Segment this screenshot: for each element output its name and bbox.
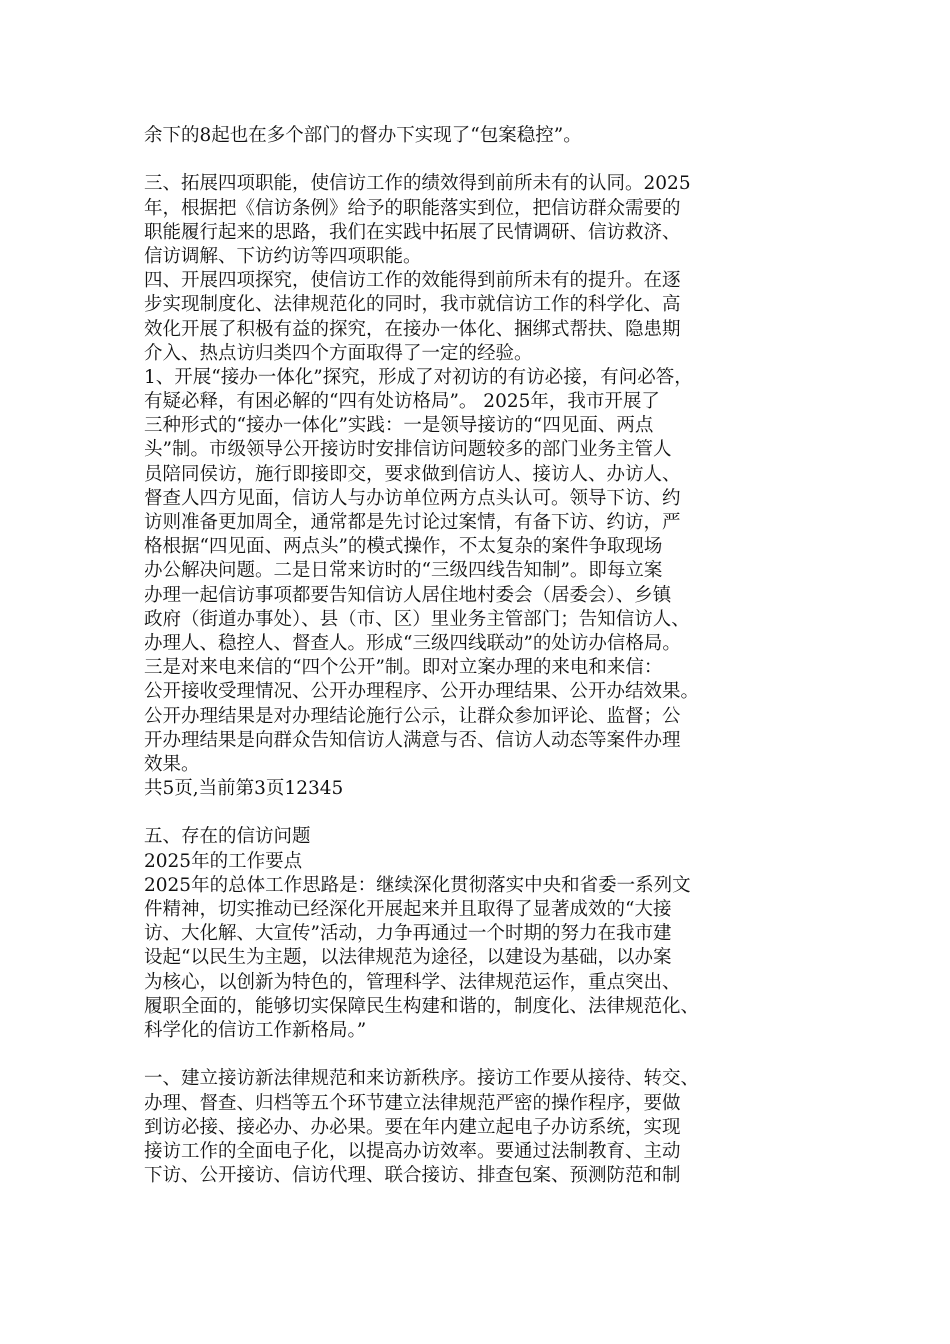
text-line: 办理、督查、归档等五个环节建立法律规范严密的操作程序，要做 xyxy=(144,1092,681,1114)
text-line: 职能履行起来的思路，我们在实践中拓展了民情调研、信访救济、 xyxy=(144,221,681,243)
text-line: 科学化的信访工作新格局。” xyxy=(144,1019,367,1041)
document-page xyxy=(144,124,816,1188)
paragraph xyxy=(144,269,816,366)
text-line: 件精神，切实推动已经深化开展起来并且取得了显著成效的“大接 xyxy=(144,899,672,920)
text-line: 效化开展了积极有益的探究，在接办一体化、捆绑式帮扶、隐患期 xyxy=(144,318,681,340)
text-line: 员陪同侯访，施行即接即交，要求做到信访人、接访人、办访人、 xyxy=(144,463,681,485)
text-line: 2025年的总体工作思路是：继续深化贯彻落实中央和省委一系列文 xyxy=(144,874,691,896)
blank-line xyxy=(144,148,816,172)
text-line: 1、开展“接办一体化”探究，形成了对初访的有访必接，有问必答， xyxy=(144,366,693,388)
text-line: 为核心，以创新为特色的，管理科学、法律规范运作，重点突出、 xyxy=(144,971,681,993)
text-line: 余下的8起也在多个部门的督办下实现了“包案稳控”。 xyxy=(144,125,582,146)
text-line: 信访调解、下访约访等四项职能。 xyxy=(144,245,422,267)
paragraph xyxy=(144,777,816,801)
text-line: 三是对来电来信的“四个公开”制。即对立案办理的来电和来信： xyxy=(144,657,663,679)
text-line: 督查人四方见面，信访人与办访单位两方点头认可。领导下访、约 xyxy=(144,487,681,509)
text-line: 设起“以民生为主题，以法律规范为途径，以建设为基础，以办案 xyxy=(144,947,672,969)
text-line: 年，根据把《信访条例》给予的职能落实到位，把信访群众需要的 xyxy=(144,197,681,219)
text-line: 头”制。市级领导公开接访时安排信访问题较多的部门业务主管人 xyxy=(144,439,672,461)
text-line: 办理一起信访事项都要告知信访人居住地村委会（居委会）、乡镇 xyxy=(144,584,672,606)
text-line: 下访、公开接访、信访代理、联合接访、排查包案、预测防范和制 xyxy=(144,1165,681,1187)
text-line: 格根据“四见面、两点头”的模式操作，不太复杂的案件争取现场 xyxy=(144,536,663,558)
blank-line xyxy=(144,801,816,825)
paragraph xyxy=(144,874,816,1043)
text-line: 办公解决问题。二是日常来访时的“三级四线告知制”。即每立案 xyxy=(144,560,663,582)
blank-line xyxy=(144,1043,816,1067)
text-line: 三种形式的“接办一体化”实践：一是领导接访的“四见面、两点 xyxy=(144,415,654,437)
paragraph xyxy=(144,1067,816,1188)
paragraph xyxy=(144,850,816,874)
text-line: 公开接收受理情况、公开办理程序、公开办理结果、公开办结效果。 xyxy=(144,681,700,703)
text-line: 到访必接、接必办、办必果。要在年内建立起电子办访系统，实现 xyxy=(144,1116,681,1138)
text-line: 办理人、稳控人、督查人。形成“三级四线联动”的处访办信格局。 xyxy=(144,632,681,654)
text-line: 共5页,当前第3页12345 xyxy=(144,778,344,800)
paragraph xyxy=(144,124,816,148)
paragraph xyxy=(144,825,816,849)
text-line: 2025年的工作要点 xyxy=(144,850,303,872)
text-line: 五、存在的信访问题 xyxy=(144,826,311,848)
text-line: 访则准备更加周全，通常都是先讨论过案情，有备下访、约访，严 xyxy=(144,512,681,533)
text-line: 履职全面的，能够切实保障民生构建和谐的，制度化、法律规范化、 xyxy=(144,995,700,1017)
text-line: 四、开展四项探究，使信访工作的效能得到前所未有的提升。在逐 xyxy=(144,270,681,292)
text-line: 三、拓展四项职能，使信访工作的绩效得到前所未有的认同。2025 xyxy=(144,173,691,195)
text-line: 步实现制度化、法律规范化的同时，我市就信访工作的科学化、高 xyxy=(144,294,681,316)
text-line: 接访工作的全面电子化，以提高办访效率。要通过法制教育、主动 xyxy=(144,1140,681,1162)
text-line: 有疑必释，有困必解的“四有处访格局”。 2025年，我市开展了 xyxy=(144,391,660,413)
text-line: 一、建立接访新法律规范和来访新秩序。接访工作要从接待、转交、 xyxy=(144,1068,700,1090)
paragraph xyxy=(144,172,816,269)
text-line: 公开办理结果是对办理结论施行公示，让群众参加评论、监督；公 xyxy=(144,705,681,727)
paragraph xyxy=(144,366,816,777)
text-line: 效果。 xyxy=(144,753,200,775)
text-line: 政府（街道办事处）、县（市、区）里业务主管部门；告知信访人、 xyxy=(144,608,690,630)
text-line: 介入、热点访归类四个方面取得了一定的经验。 xyxy=(144,342,533,364)
text-line: 访、大化解、大宣传”活动，力争再通过一个时期的努力在我市建 xyxy=(144,923,672,945)
text-line: 开办理结果是向群众告知信访人满意与否、信访人动态等案件办理 xyxy=(144,729,681,751)
